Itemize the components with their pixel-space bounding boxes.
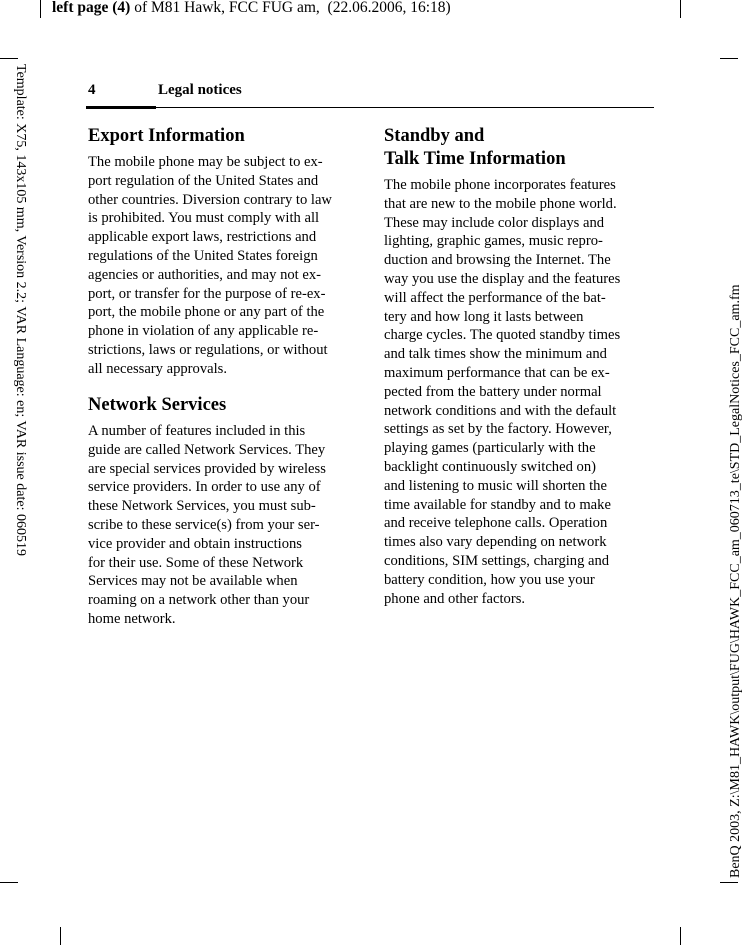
section-heading: Network Services (88, 395, 227, 415)
print-info-bar (52, 0, 451, 17)
text-line: port regulation of the United States and (88, 172, 319, 189)
header-rule-thick (86, 106, 156, 109)
crop-mark (720, 882, 738, 883)
section-export (88, 125, 363, 379)
text-line: will affect the performance of the bat- (384, 289, 606, 306)
text-line: maximum performance that can be ex- (384, 364, 610, 381)
text-line: backlight continuously switched on) (384, 458, 596, 475)
text-line: battery condition, how you use your (384, 571, 595, 588)
text-line: settings as set by the factory. However, (384, 421, 612, 438)
text-line: lighting, graphic games, music repro- (384, 233, 603, 250)
text-line: playing games (particularly with the (384, 440, 596, 457)
text-line: duction and browsing the Internet. The (384, 252, 611, 269)
section-heading: Export Information (88, 126, 245, 146)
crop-mark (40, 0, 41, 18)
text-line: pected from the battery under normal (384, 383, 602, 400)
text-line: are special services provided by wireless (88, 460, 326, 477)
text-line: home network. (88, 610, 176, 627)
heading-line: Talk Time Information (384, 149, 566, 169)
text-line: regulations of the United States foreign (88, 247, 318, 264)
text-line: service providers. In order to use any of (88, 479, 321, 496)
crop-mark (0, 882, 18, 883)
text-line: and talk times show the minimum and (384, 346, 607, 363)
text-line: that are new to the mobile phone world. (384, 195, 617, 212)
section-body (384, 176, 659, 608)
section-network (88, 394, 363, 629)
text-line: and listening to music will shorten the (384, 477, 607, 494)
text-line: guide are called Network Services. They (88, 441, 326, 458)
text-line: agencies or authorities, and may not ex- (88, 266, 322, 283)
text-line: phone and other factors. (384, 590, 526, 607)
text-line: charge cycles. The quoted standby times (384, 327, 621, 344)
crop-mark (0, 58, 18, 59)
print-info-page: left page (4) (52, 0, 131, 16)
text-line: The mobile phone may be subject to ex- (88, 154, 323, 170)
text-line: time available for standby and to make (384, 496, 611, 513)
text-line: other countries. Diversion contrary to law (88, 191, 332, 208)
section-body (88, 422, 363, 629)
page-title: Legal notices (158, 82, 242, 98)
text-line: These may include color displays and (384, 214, 605, 231)
text-line: port, or transfer for the purpose of re-ex- (88, 285, 326, 302)
text-line: and receive telephone calls. Operation (384, 515, 608, 532)
text-line: network conditions and with the default (384, 402, 617, 419)
heading-line: Standby and (384, 126, 485, 146)
text-line: scribe to these service(s) from your ser- (88, 516, 320, 533)
text-line: strictions, laws or regulations, or without (88, 341, 328, 358)
crop-mark (680, 927, 681, 945)
text-line: port, the mobile phone or any part of the (88, 304, 325, 321)
text-line: A number of features included in this (88, 423, 306, 439)
page-number: 4 (88, 82, 96, 98)
text-line: way you use the display and the features (384, 270, 621, 287)
section-standby (384, 125, 659, 608)
text-line: roaming on a network other than your (88, 592, 310, 609)
print-info-details: of M81 Hawk, FCC FUG am, (22.06.2006, 16:18) (130, 0, 451, 16)
crop-mark (720, 58, 738, 59)
template-info: Template: X75, 143x105 mm, Version 2.2; VAR Language: en; VAR issue date: 060519 (13, 64, 28, 556)
text-line: vice provider and obtain instructions (88, 535, 302, 552)
text-line: all necessary approvals. (88, 360, 227, 377)
file-path-info: BenQ 2003, Z:\M81_HAWK\output\FUG\HAWK_FCC_am_060713_te\STD_LegalNotices_FCC_am.fm (728, 284, 743, 878)
text-line: applicable export laws, restrictions and (88, 229, 317, 246)
text-line: for their use. Some of these Network (88, 554, 304, 571)
text-line: phone in violation of any applicable re- (88, 323, 319, 340)
text-line: The mobile phone incorporates features (384, 177, 616, 193)
text-line: times also vary depending on network (384, 534, 607, 551)
crop-mark (680, 0, 681, 18)
section-heading (384, 125, 659, 171)
text-line: conditions, SIM settings, charging and (384, 552, 610, 569)
text-line: is prohibited. You must comply with all (88, 210, 320, 227)
text-line: these Network Services, you must sub- (88, 498, 316, 515)
header-rule (156, 107, 654, 108)
text-line: tery and how long it lasts between (384, 308, 584, 325)
section-body (88, 153, 363, 379)
crop-mark (60, 927, 61, 945)
text-line: Services may not be available when (88, 573, 298, 590)
